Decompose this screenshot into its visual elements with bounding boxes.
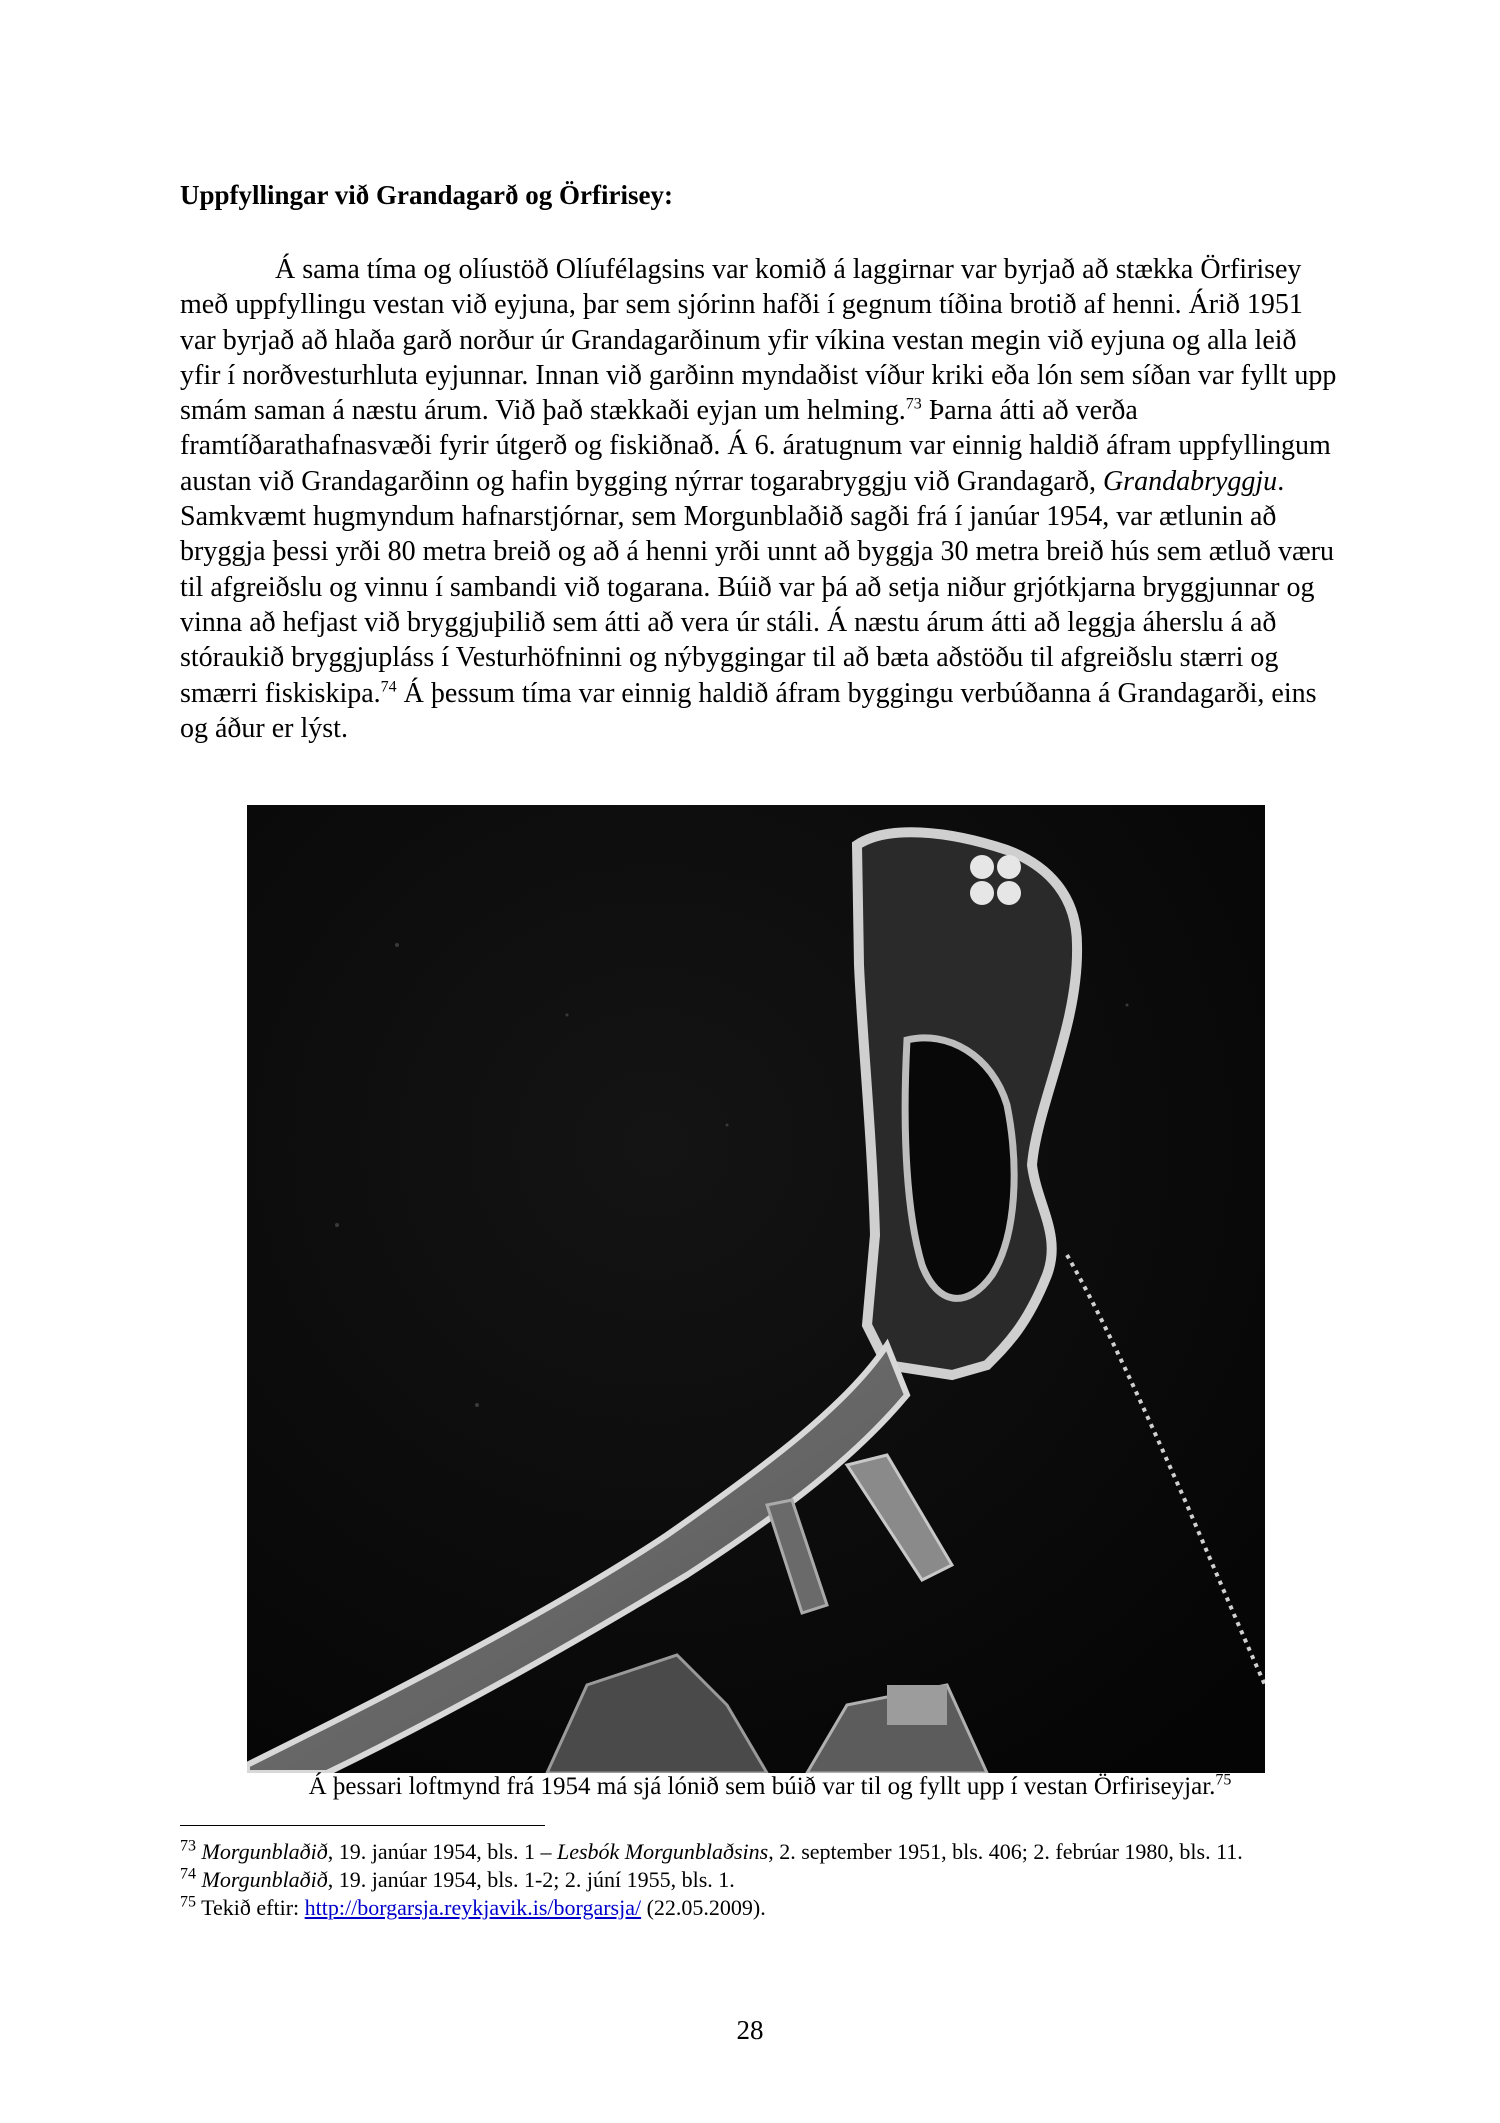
footnote-text: , 2. september 1951, bls. 406; 2. febrúar 1980, bls. 11. bbox=[768, 1839, 1243, 1864]
figure-caption bbox=[0, 1773, 1500, 1801]
footnote-divider bbox=[180, 1825, 545, 1826]
section-heading: Uppfyllingar við Grandagarð og Örfirisey: bbox=[180, 180, 673, 210]
footnote-ref-74[interactable]: 74 bbox=[380, 678, 397, 696]
footnote-number: 74 bbox=[180, 1865, 196, 1883]
body-text-part: Á þessum tíma var einnig haldið áfram byggingu verbúðanna á Grandagarði, eins og áður er lýst. bbox=[180, 677, 1317, 744]
footnote-source: Lesbók Morgunblaðsins bbox=[556, 1839, 769, 1864]
page-number: 28 bbox=[736, 2015, 764, 2045]
footnote-text: (22.05.2009). bbox=[641, 1895, 766, 1920]
caption-text: Á þessari loftmynd frá 1954 má sjá lónið sem búið var til og fyllt upp í vestan Örfiriseyjar. bbox=[308, 1773, 1216, 1800]
footnote-text: , 19. janúar 1954, bls. 1 – bbox=[327, 1839, 557, 1864]
body-paragraph bbox=[180, 252, 1340, 746]
footnote-73 bbox=[180, 1838, 1340, 1866]
footnote-source: Morgunblaðið bbox=[201, 1839, 328, 1864]
footnote-text: , 19. janúar 1954, bls. 1-2; 2. júní 1955, bls. 1. bbox=[327, 1867, 735, 1892]
footnote-number: 73 bbox=[180, 1837, 196, 1855]
footnote-ref-75[interactable]: 75 bbox=[1215, 1771, 1232, 1789]
footnote-number: 75 bbox=[180, 1893, 196, 1911]
aerial-photo bbox=[247, 805, 1265, 1773]
body-text-part: Á sama tíma og olíustöð Olíufélagsins var komið á laggirnar var byrjað að stækka Örfirisey með uppfyllingu vestan við eyjuna, þar sem sjórinn hafði í gegnum tíðina brotið af henni. Árið 1951 var byrjað að hlaða garð norður úr Grandagarðinum yfir víkina vestan megin við eyjuna og alla leið yfir í norðvesturhluta eyjunnar. Innan við garðinn myndaðist víður kriki eða lón sem síðan var fyllt upp smám saman á næstu árum. Við það stækkaði eyjan um helming. bbox=[180, 254, 1337, 427]
body-italic-term: Grandabryggju bbox=[1102, 465, 1278, 497]
footnotes bbox=[180, 1838, 1340, 1922]
footnote-source: Morgunblaðið bbox=[201, 1867, 328, 1892]
footnote-text: Tekið eftir: bbox=[196, 1895, 305, 1920]
aerial-photo-illustration bbox=[247, 805, 1265, 1773]
footnote-ref-73[interactable]: 73 bbox=[905, 395, 922, 413]
lagoon-shape bbox=[905, 1038, 1014, 1299]
footnote-74 bbox=[180, 1866, 1340, 1894]
body-text-part: . Samkvæmt hugmyndum hafnarstjórnar, sem Morgunblaðið sagði frá í janúar 1954, var ætlunin að bryggja þessi yrði 80 metra breið og að á henni yrði unnt að byggja 30 metra breið hús sem ætluð væru til afgreiðslu og vinnu í sambandi við togarana. Búið var þá að setja niður grjótkjarna bryggjunnar og vinna að hefjast við bryggjuþilið sem átti að vera úr stáli. Á næstu árum átti að leggja áherslu á að stóraukið bryggjupláss í Vesturhöfninni og nýbyggingar til að bæta aðstöðu til afgreiðslu stærri og smærri fiskiskipa. bbox=[180, 465, 1334, 709]
body-text-part: Þarna átti að verða framtíðarathafnasvæði fyrir útgerð og fiskiðnað. Á 6. áratugnum var einnig haldið áfram uppfyllingum austan við Grandagarðinn og hafin bygging nýrrar togarabryggju við Grandagarð, bbox=[180, 395, 1331, 497]
footnote-75 bbox=[180, 1894, 1340, 1922]
source-link[interactable]: http://borgarsja.reykjavik.is/borgarsja/ bbox=[304, 1895, 642, 1920]
